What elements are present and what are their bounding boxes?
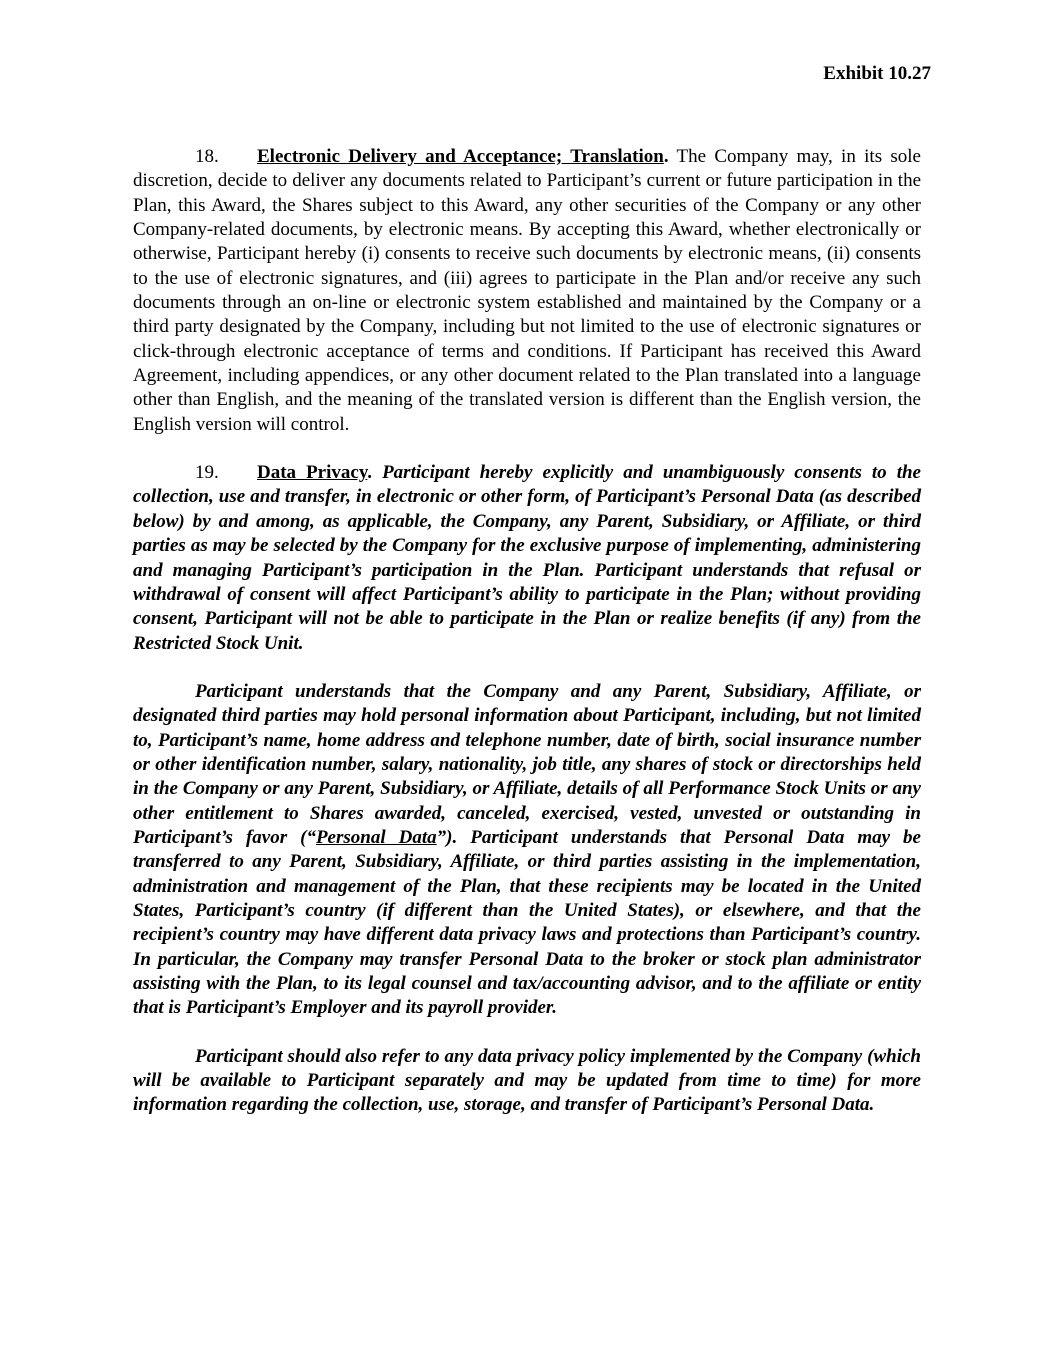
privacy-policy-text: Participant should also refer to any data privacy policy implemented by the Company (which will be available to Participant separately and may be updated from time to time) for more information regarding the collection, use, storage, and transfer of Participant’s Personal Data.: [133, 1045, 921, 1116]
section-18-heading: Electronic Delivery and Acceptance; Translation: [257, 146, 664, 167]
section-18-heading-period: .: [663, 146, 669, 167]
section-18-paragraph: [133, 145, 921, 437]
personal-data-paragraph: [133, 680, 921, 1021]
section-18-number: 18.: [195, 146, 219, 167]
personal-data-text-before: Participant understands that the Company and any Parent, Subsidiary, Affiliate, or designated third parties may hold personal information about Participant, including, but not limited to, Participant’s name, home address and telephone number, date of birth, social insurance number or other identification number, salary, nationality, job title, any shares of stock or directorships held in the Company or any Parent, Subsidiary, or Affiliate, details of all Performance Stock Units or any other entitlement to Shares awarded, canceled, exercised, vested, unvested or outstanding in Participant’s favor (“: [133, 680, 921, 848]
section-18-text: The Company may, in its sole discretion, decide to deliver any documents related to Participant’s current or future participation in the Plan, this Award, the Shares subject to this Award, any other securities of the Company or any other Company-related documents, by electronic means. By accepting this Award, whether electronically or otherwise, Participant hereby (i) consents to receive such documents by electronic means, (ii) consents to the use of electronic signatures, and (iii) agrees to participate in the Plan and/or receive any such documents through an on-line or electronic system established and maintained by the Company or a third party designated by the Company, including but not limited to the use of electronic signatures or click-through electronic acceptance of terms and conditions. If Participant has received this Award Agreement, including appendices, or any other document related to the Plan translated into a language other than English, and the meaning of the translated version is different than the English version, the English version will control.: [133, 146, 921, 435]
section-19-paragraph: [133, 461, 921, 656]
document-body: [133, 145, 921, 1142]
privacy-policy-paragraph: [133, 1045, 921, 1118]
section-19-heading: Data Privacy: [257, 462, 368, 484]
personal-data-defined-term: Personal Data: [315, 826, 437, 848]
section-19-number: 19.: [195, 462, 219, 484]
personal-data-text-after: ”). Participant understands that Personal Data may be transferred to any Parent, Subsidiary, Affiliate, or third parties assisting in the implementation, administration and management of the Plan, that these recipients may be located in the United States, Participant’s country (if different than the United States), or elsewhere, and that the recipient’s country may have different data privacy laws and protections than Participant’s country. In particular, the Company may transfer Personal Data to the broker or stock plan administrator assisting with the Plan, to its legal counsel and tax/accounting advisor, and to the affiliate or entity that is Participant’s Employer and its payroll provider.: [133, 826, 921, 1019]
exhibit-label: Exhibit 10.27: [823, 63, 931, 84]
section-19-heading-period: .: [367, 462, 373, 484]
section-19-text: Participant hereby explicitly and unambiguously consents to the collection, use and transfer, in electronic or other form, of Participant’s Personal Data (as described below) by and among, as applicable, the Company, any Parent, Subsidiary, or Affiliate, or third parties as may be selected by the Company for the exclusive purpose of implementing, administering and managing Participant’s participation in the Plan. Participant understands that refusal or withdrawal of consent will affect Participant’s ability to participate in the Plan; without providing consent, Participant will not be able to participate in the Plan or realize benefits (if any) from the Restricted Stock Unit.: [133, 462, 921, 654]
